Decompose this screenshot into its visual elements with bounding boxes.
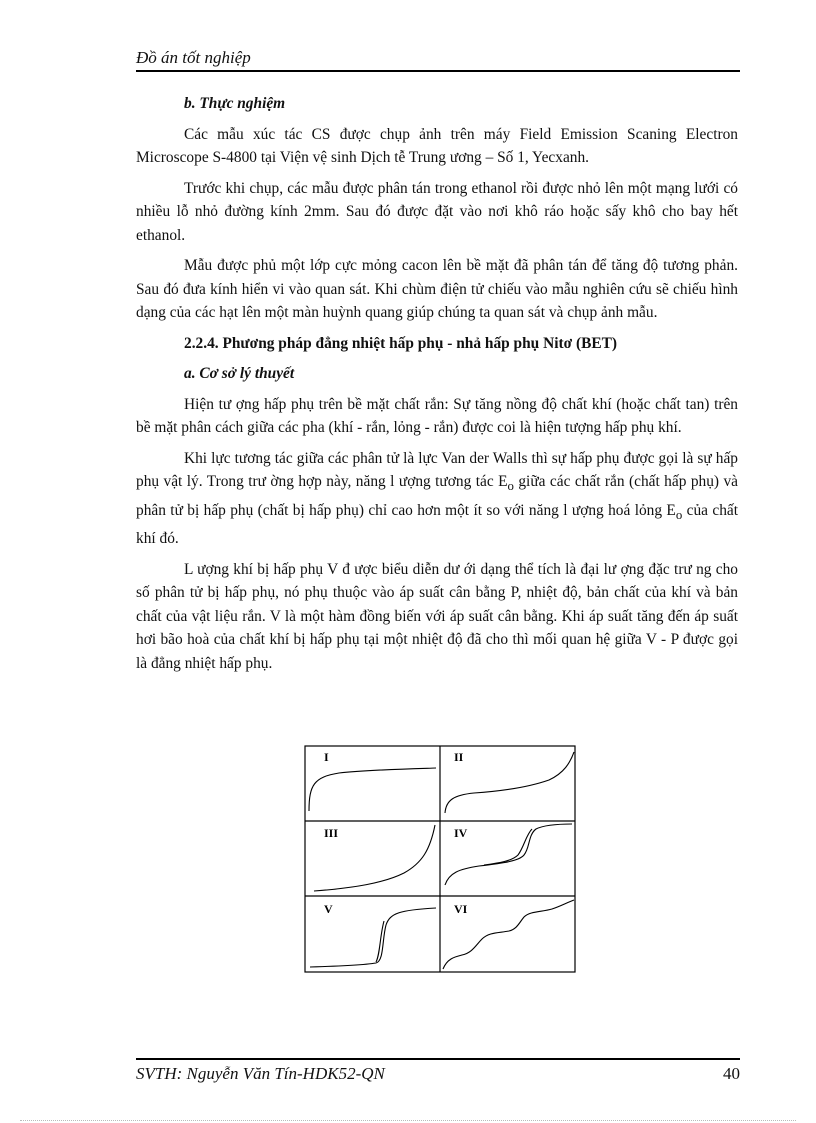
section-b-heading: b. Thực nghiệm <box>184 95 286 112</box>
footer-divider <box>136 1058 740 1060</box>
panel-label-iii: III <box>324 826 339 840</box>
text-part: của chất khí đó. <box>136 501 739 548</box>
isotherm-grid <box>304 745 576 973</box>
text-part: Khi lực tương tác giữa các phân tử là lực Van der Walls thì sự hấp phụ được gọi là sự hấp phụ vật lý. Trong trư ờng hợp này, năng l ượng tương tác E <box>136 449 738 490</box>
paragraph-adsorption-definition: Hiện tư ợng hấp phụ trên bề mặt chất rắn: Sự tăng nồng độ chất khí (hoặc chất tan) trên bề mặt phân cách giữa các pha (khí - rắn, lỏng - rắn) được coi là hiện tượng hấp phụ khí. <box>136 395 738 436</box>
footer-author: SVTH: Nguyễn Văn Tín-HDK52-QN <box>136 1064 385 1083</box>
section-224-heading: 2.2.4. Phương pháp đẳng nhiệt hấp phụ - nhả hấp phụ Nitơ (BET) <box>184 334 618 352</box>
panel-label-ii: II <box>454 750 464 764</box>
isotherm-types-figure <box>304 745 576 973</box>
isotherm-curve-type-ii <box>445 752 574 813</box>
isotherm-curve-type-i <box>309 768 436 811</box>
panel-label-v: V <box>324 902 333 916</box>
theory-subheading: a. Cơ sở lý thuyết <box>184 365 295 382</box>
isotherm-curve-type-v <box>310 908 436 967</box>
subscript: o <box>675 507 683 522</box>
paragraph-sample-prep: Trước khi chụp, các mẫu được phân tán trong ethanol rồi được nhỏ lên một mạng lưới có nhiều lỗ nhỏ đường kính 2mm. Sau đó được đặt vào nơi khô ráo hoặc sấy khô cho bay hết ethanol. <box>136 179 738 244</box>
panel-label-vi: VI <box>454 902 468 916</box>
page-edge <box>20 1120 796 1121</box>
page-number: 40 <box>723 1064 740 1083</box>
header-divider <box>136 70 740 72</box>
panel-label-i: I <box>324 750 329 764</box>
isotherm-curve-type-iv-desorption <box>484 829 532 865</box>
isotherm-curve-type-v-desorption <box>376 921 384 962</box>
paragraph-physical-adsorption <box>136 447 738 551</box>
panel-label-iv: IV <box>454 826 468 840</box>
paragraph-sem-intro: Các mẫu xúc tác CS được chụp ảnh trên máy Field Emission Scaning Electron Microscope S-4800 tại Viện vệ sinh Dịch tễ Trung ương – Số 1, Yecxanh. <box>136 125 738 166</box>
page-content <box>136 92 738 682</box>
header-title: Đồ án tốt nghiệp <box>136 48 251 67</box>
subscript: o <box>507 479 514 494</box>
text-part: giữa các chất rắn (chất hấp phụ) và phân tử bị hấp phụ (chất bị hấp phụ) chỉ cao hơn một ít so với năng l ượng hoá lỏng E <box>136 473 738 519</box>
paragraph-carbon-coating: Mẫu được phủ một lớp cực mỏng cacon lên bề mặt đã phân tán để tăng độ tương phản. Sau đó đưa kính hiển vi vào quan sát. Khi chùm điện tử chiếu vào mẫu nghiên cứu sẽ chiếu hình dạng của các hạt lên một màn huỳnh quang giúp chúng ta quan sát và chụp ảnh mẫu. <box>136 257 738 321</box>
paragraph-isotherm-definition: L ượng khí bị hấp phụ V đ ược biểu diễn dư ới dạng thể tích là đại lư ợng đặc trư ng cho số phân tử bị hấp phụ, nó phụ thuộc vào áp suất cân bằng P, nhiệt độ, bản chất của khí và bản chất của vật liệu rắn. V là một hàm đồng biến với áp suất cân bằng. Khi áp suất tăng đến áp suất hơi bão hoà của chất khí bị hấp phụ tại một nhiệt độ đã cho thì mối quan hệ giữa V - P được gọi là đẳng nhiệt hấp phụ. <box>136 560 738 672</box>
